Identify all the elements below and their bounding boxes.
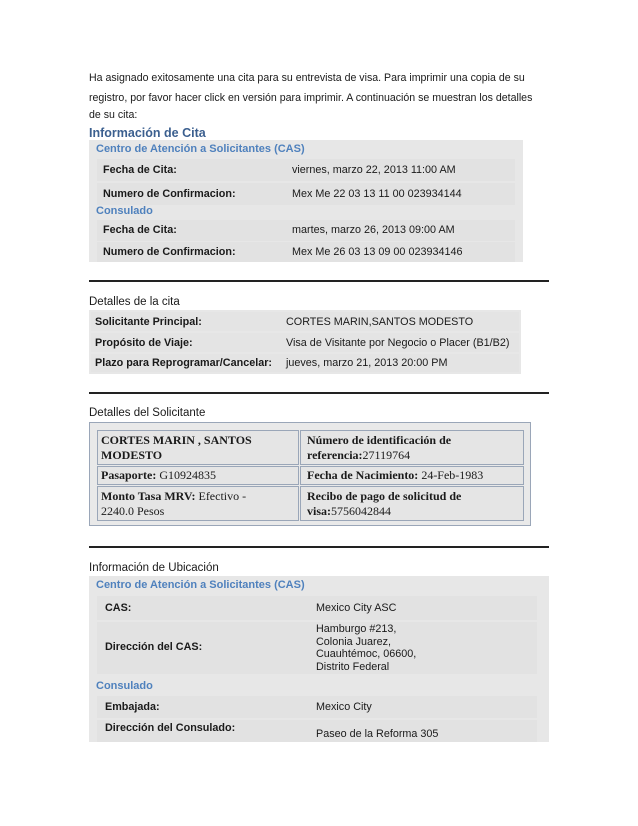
row-value: Mex Me 22 03 13 11 00 023934144 bbox=[292, 188, 462, 200]
table-row bbox=[97, 720, 537, 742]
address-line: Cuauhtémoc, 06600, bbox=[316, 648, 417, 660]
row-label: Numero de Confirmacion: bbox=[103, 188, 236, 200]
birthdate-cell bbox=[300, 466, 524, 485]
fee-value: 2240.0 Pesos bbox=[101, 504, 165, 518]
row-value: Mexico City ASC bbox=[316, 602, 397, 614]
table-row bbox=[91, 354, 519, 372]
row-value: Mex Me 26 03 13 09 00 023934146 bbox=[292, 246, 463, 258]
receipt-label: visa: bbox=[307, 504, 331, 518]
row-label: Fecha de Cita: bbox=[103, 224, 177, 236]
row-value: martes, marzo 26, 2013 09:00 AM bbox=[292, 224, 455, 236]
table-row bbox=[91, 333, 519, 352]
section-divider bbox=[89, 280, 549, 282]
ubicacion-panel bbox=[89, 576, 549, 742]
section-divider bbox=[89, 546, 549, 548]
passport-label: Pasaporte: bbox=[101, 468, 157, 482]
row-label: Dirección del Consulado: bbox=[105, 722, 236, 734]
intro-paragraph bbox=[89, 68, 554, 122]
row-label: Fecha de Cita: bbox=[103, 164, 177, 176]
section-heading-cita: Información de Cita bbox=[89, 126, 206, 140]
applicant-name-cell bbox=[97, 430, 299, 465]
reference-cell bbox=[300, 430, 524, 465]
table-row bbox=[97, 596, 537, 620]
row-value: Mexico City bbox=[316, 701, 372, 713]
table-row bbox=[97, 183, 515, 205]
table-row bbox=[97, 220, 515, 241]
reference-label: referencia: bbox=[307, 448, 363, 462]
reference-label: Número de identificación de bbox=[307, 433, 452, 447]
detalles-panel bbox=[89, 310, 521, 374]
cita-panel bbox=[89, 140, 523, 262]
reference-value: 27119764 bbox=[362, 448, 411, 462]
section-heading-solicitante: Detalles del Solicitante bbox=[89, 407, 206, 419]
section-divider bbox=[89, 392, 549, 394]
intro-line: de su cita: bbox=[89, 109, 138, 121]
section-heading-detalles: Detalles de la cita bbox=[89, 296, 180, 308]
row-label: Solicitante Principal: bbox=[95, 316, 202, 328]
address-line: Hamburgo #213, bbox=[316, 623, 397, 635]
row-value: CORTES MARIN,SANTOS MODESTO bbox=[286, 316, 474, 328]
table-row bbox=[97, 696, 537, 718]
receipt-cell bbox=[300, 486, 524, 521]
row-value: Paseo de la Reforma 305 bbox=[316, 728, 439, 740]
row-value: Visa de Visitante por Negocio o Placer (B1/B2) bbox=[286, 337, 510, 349]
receipt-label: Recibo de pago de solicitud de bbox=[307, 489, 462, 503]
address-line: Distrito Federal bbox=[316, 660, 390, 673]
passport-value: G10924835 bbox=[156, 468, 216, 482]
row-label: Plazo para Reprogramar/Cancelar: bbox=[95, 357, 273, 369]
fee-label: Monto Tasa MRV: bbox=[101, 489, 196, 503]
intro-line: registro, por favor hacer click en versión para imprimir. A continuación se muestran los detalles bbox=[89, 92, 533, 104]
fee-cell bbox=[97, 486, 299, 521]
table-row bbox=[91, 312, 519, 331]
cas-subheading: Centro de Atención a Solicitantes (CAS) bbox=[96, 143, 305, 155]
consulado-subheading: Consulado bbox=[96, 205, 153, 217]
cas-subheading: Centro de Atención a Solicitantes (CAS) bbox=[96, 579, 305, 591]
applicant-name: CORTES MARIN , SANTOS bbox=[101, 433, 252, 447]
address-block bbox=[316, 623, 416, 673]
fee-value: Efectivo - bbox=[195, 489, 247, 503]
address-line: Colonia Juarez, bbox=[316, 635, 392, 648]
section-heading-ubicacion: Información de Ubicación bbox=[89, 562, 219, 574]
row-value: viernes, marzo 22, 2013 11:00 AM bbox=[292, 164, 456, 176]
birthdate-label: Fecha de Nacimiento: bbox=[307, 468, 419, 482]
receipt-value: 5756042844 bbox=[331, 504, 391, 518]
row-label: Numero de Confirmacion: bbox=[103, 246, 236, 258]
applicant-name: MODESTO bbox=[101, 448, 163, 462]
table-row bbox=[97, 159, 515, 181]
birthdate-value: 24-Feb-1983 bbox=[418, 468, 484, 482]
row-label: Propósito de Viaje: bbox=[95, 337, 193, 349]
table-row bbox=[97, 622, 537, 674]
row-label: CAS: bbox=[105, 602, 132, 614]
passport-cell bbox=[97, 466, 299, 485]
intro-line: Ha asignado exitosamente una cita para su entrevista de visa. Para imprimir una copia de su bbox=[89, 72, 525, 84]
solicitante-panel bbox=[89, 422, 531, 526]
consulado-subheading: Consulado bbox=[96, 680, 153, 692]
table-row bbox=[97, 242, 515, 262]
row-label: Embajada: bbox=[105, 701, 160, 713]
row-value: jueves, marzo 21, 2013 20:00 PM bbox=[286, 357, 448, 369]
row-label: Dirección del CAS: bbox=[105, 641, 203, 653]
